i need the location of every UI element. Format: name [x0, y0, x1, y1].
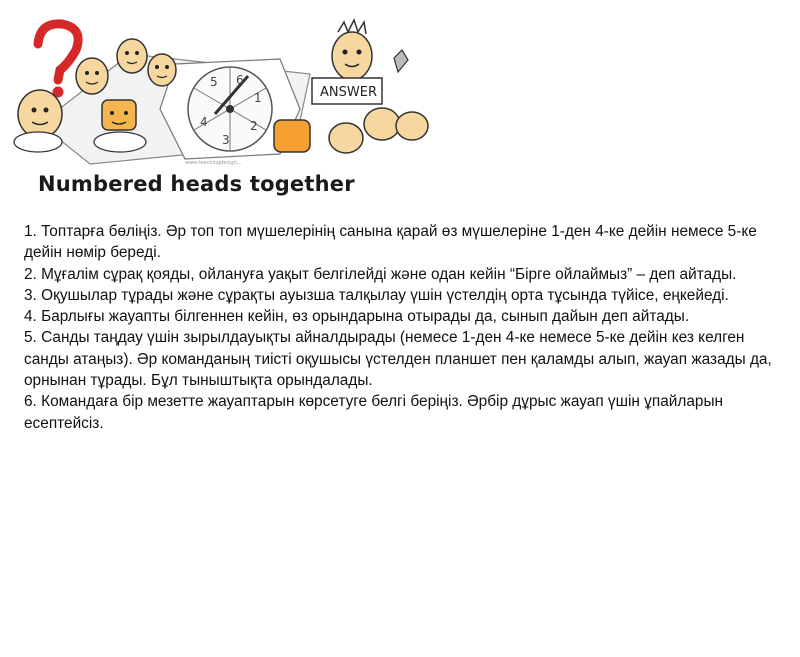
dial-number: 5	[210, 75, 218, 89]
step-item: 5. Санды таңдау үшін зырылдауықты айналдырады (немесе 1-ден 4-ке немесе 5-ке дейін кез келген санды атаңыз). Әр команданың тиісті оқушысы үстелден планшет пен қаламды алып, жауап жазады да, орнынан тұрады. Бұл тыныштықта орындалады.	[24, 329, 772, 390]
watermark: www.teachingdesign...	[185, 160, 242, 166]
student-head-icon	[148, 54, 176, 86]
step-item: 1. Топтарға бөліңіз. Әр топ топ мүшелерінің санына қарай өз мүшелеріне 1-ден 4-ке дейін немесе 5-ке дейін нөмір береді.	[24, 223, 757, 262]
dial-number: 1	[254, 91, 262, 105]
step-item: 6. Командаға бір мезетте жауаптарын көрсетуге белгі беріңіз. Әрбір дұрыс жауап үшін ұпайларын есептейсіз.	[24, 393, 724, 432]
step-item: 2. Мұғалім сұрақ қояды, ойлануға уақыт белгілейді және одан кейін “Бірге ойлаймыз” – деп айтады.	[24, 265, 737, 283]
step-item: 3. Оқушылар тұрады және сұрақты ауызша талқылау үшін үстелдің орта тұсында түйісе, еңкейеді.	[24, 286, 729, 304]
dial-number: 2	[250, 119, 258, 133]
student-head-icon	[117, 39, 147, 73]
student-head-icon	[14, 90, 62, 152]
dial-number: 6	[236, 73, 244, 87]
student-head-icon	[332, 20, 372, 80]
student-head-icon	[274, 120, 310, 152]
spinner-dial	[188, 67, 272, 151]
numbered-heads-illustration	[10, 14, 450, 184]
answer-sign-text: ANSWER	[320, 85, 377, 100]
dial-number: 4	[200, 115, 208, 129]
dial-number: 3	[222, 133, 230, 147]
step-item: 4. Барлығы жауапты білгеннен кейін, өз орындарына отырады да, сынып дайын деп айтады.	[24, 308, 690, 326]
question-mark-icon	[38, 24, 78, 98]
student-head-icon	[76, 58, 108, 94]
slide-title: Numbered heads together	[38, 172, 355, 196]
instructions	[24, 221, 784, 434]
student-head-icon	[329, 123, 363, 153]
student-head-icon	[364, 108, 428, 140]
